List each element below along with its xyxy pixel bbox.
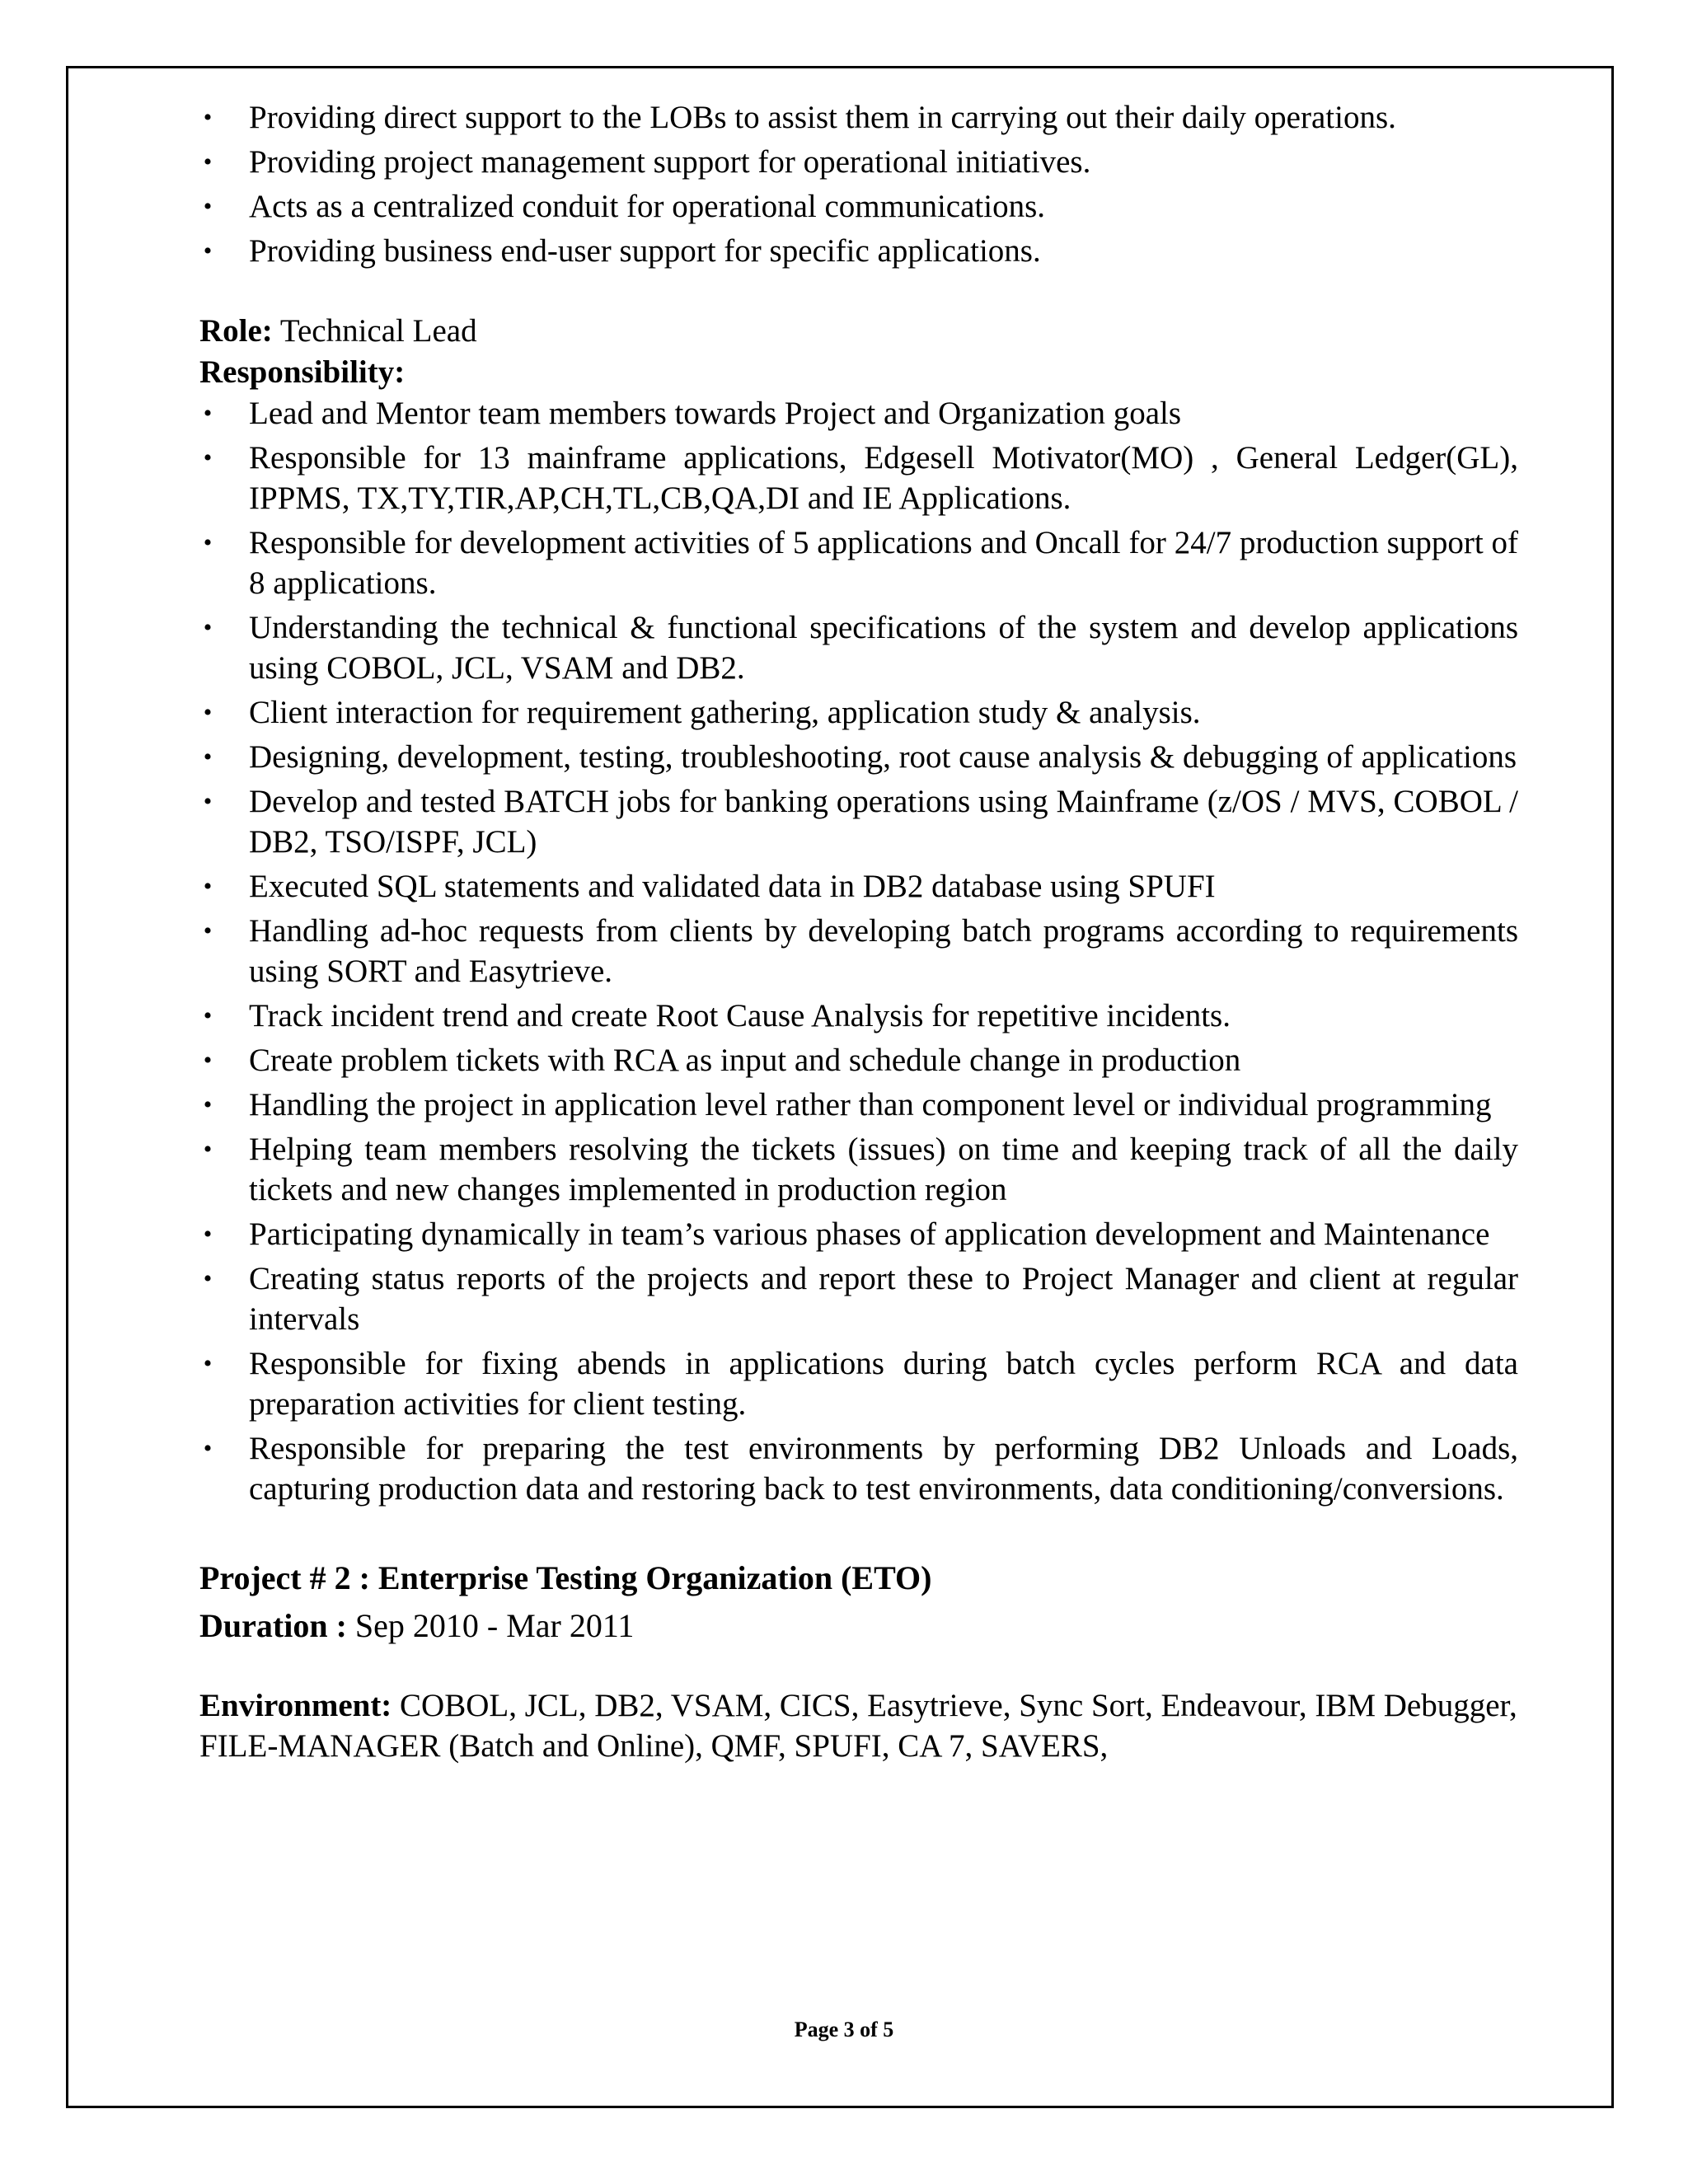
bullet-icon: • — [203, 104, 213, 131]
bullet-icon: • — [203, 788, 213, 815]
resume-page-content — [199, 97, 1518, 1766]
role-label: Role: — [199, 313, 273, 349]
list-item: • Handling the project in application level rather than component level or individual programming — [199, 1085, 1518, 1125]
bullet-icon: • — [203, 614, 213, 641]
list-item: • Handling ad-hoc requests from clients by developing batch programs according to requirements using SORT and Easytrieve. — [199, 911, 1518, 991]
list-item: • Providing project management support for operational initiatives. — [199, 142, 1518, 182]
role-value: Technical Lead — [279, 313, 477, 349]
list-item: • Develop and tested BATCH jobs for banking operations using Mainframe (z/OS / MVS, COBOL / DB2, TSO/ISPF, JCL) — [199, 781, 1518, 862]
list-item: • Create problem tickets with RCA as input and schedule change in production — [199, 1040, 1518, 1080]
list-item: • Participating dynamically in team’s various phases of application development and Maintenance — [199, 1214, 1518, 1254]
duration-label: Duration : — [199, 1607, 347, 1644]
bullet-icon: • — [203, 1091, 213, 1118]
spacer — [199, 1650, 1518, 1685]
bullet-icon: • — [203, 400, 213, 427]
bullet-icon: • — [203, 148, 213, 176]
bullet-icon: • — [203, 1047, 213, 1074]
list-item: • Providing direct support to the LOBs to assist them in carrying out their daily operations. — [199, 97, 1518, 138]
list-item: • Client interaction for requirement gathering, application study & analysis. — [199, 692, 1518, 733]
list-item: • Responsible for fixing abends in applications during batch cycles perform RCA and data preparation activities for client testing. — [199, 1343, 1518, 1424]
duration-value: Sep 2010 - Mar 2011 — [354, 1607, 635, 1644]
bullet-icon: • — [203, 873, 213, 900]
environment-value: COBOL, JCL, DB2, VSAM, CICS, Easytrieve, Sync Sort, Endeavour, IBM Debugger, FILE-MANAGER (Batch and Online), QMF, SPUFI, CA 7, SAVERS, — [199, 1688, 1517, 1764]
bullet-icon: • — [203, 699, 213, 726]
list-item: • Track incident trend and create Root Cause Analysis for repetitive incidents. — [199, 996, 1518, 1036]
intro-bullet-list — [199, 97, 1518, 271]
list-item: • Lead and Mentor team members towards Project and Organization goals — [199, 393, 1518, 434]
environment-label: Environment: — [199, 1688, 392, 1723]
bullet-icon: • — [203, 237, 213, 265]
list-item: • Responsible for development activities of 5 applications and Oncall for 24/7 production support of 8 applications. — [199, 523, 1518, 603]
list-item: • Acts as a centralized conduit for operational communications. — [199, 186, 1518, 227]
bullet-icon: • — [203, 1136, 213, 1163]
list-item: • Executed SQL statements and validated data in DB2 database using SPUFI — [199, 866, 1518, 907]
list-item: • Understanding the technical & functional specifications of the system and develop applications using COBOL, JCL, VSAM and DB2. — [199, 607, 1518, 688]
project-title: Project # 2 : Enterprise Testing Organization (ETO) — [199, 1559, 932, 1596]
bullet-icon: • — [203, 1002, 213, 1029]
page-number: Page 3 of 5 — [794, 2018, 894, 2041]
bullet-icon: • — [203, 529, 213, 556]
bullet-icon: • — [203, 1350, 213, 1377]
list-item: • Designing, development, testing, troubleshooting, root cause analysis & debugging of applications — [199, 737, 1518, 777]
list-item: • Responsible for preparing the test environments by performing DB2 Unloads and Loads, capturing production data and restoring back to test environments, data conditioning/conversions. — [199, 1428, 1518, 1509]
duration-line — [199, 1602, 1518, 1650]
list-item: • Helping team members resolving the tickets (issues) on time and keeping track of all the daily tickets and new changes implemented in production region — [199, 1129, 1518, 1210]
bullet-icon: • — [203, 193, 213, 220]
list-item: • Responsible for 13 mainframe applications, Edgesell Motivator(MO) , General Ledger(GL), IPPMS, TX,TY,TIR,AP,CH,TL,CB,QA,DI and IE Applications. — [199, 438, 1518, 518]
responsibility-list — [199, 393, 1518, 1509]
responsibility-heading: Responsibility: — [199, 354, 406, 390]
bullet-icon: • — [203, 1265, 213, 1292]
spacer — [199, 275, 1518, 311]
spacer — [199, 1513, 1518, 1554]
list-item: • Creating status reports of the projects and report these to Project Manager and client at regular intervals — [199, 1258, 1518, 1339]
bullet-icon: • — [203, 1221, 213, 1248]
role-line — [199, 311, 1518, 351]
list-item: • Providing business end-user support for specific applications. — [199, 231, 1518, 271]
bullet-icon: • — [203, 917, 213, 944]
environment-line — [199, 1685, 1518, 1766]
bullet-icon: • — [203, 444, 213, 471]
bullet-icon: • — [203, 1435, 213, 1462]
bullet-icon: • — [203, 743, 213, 771]
